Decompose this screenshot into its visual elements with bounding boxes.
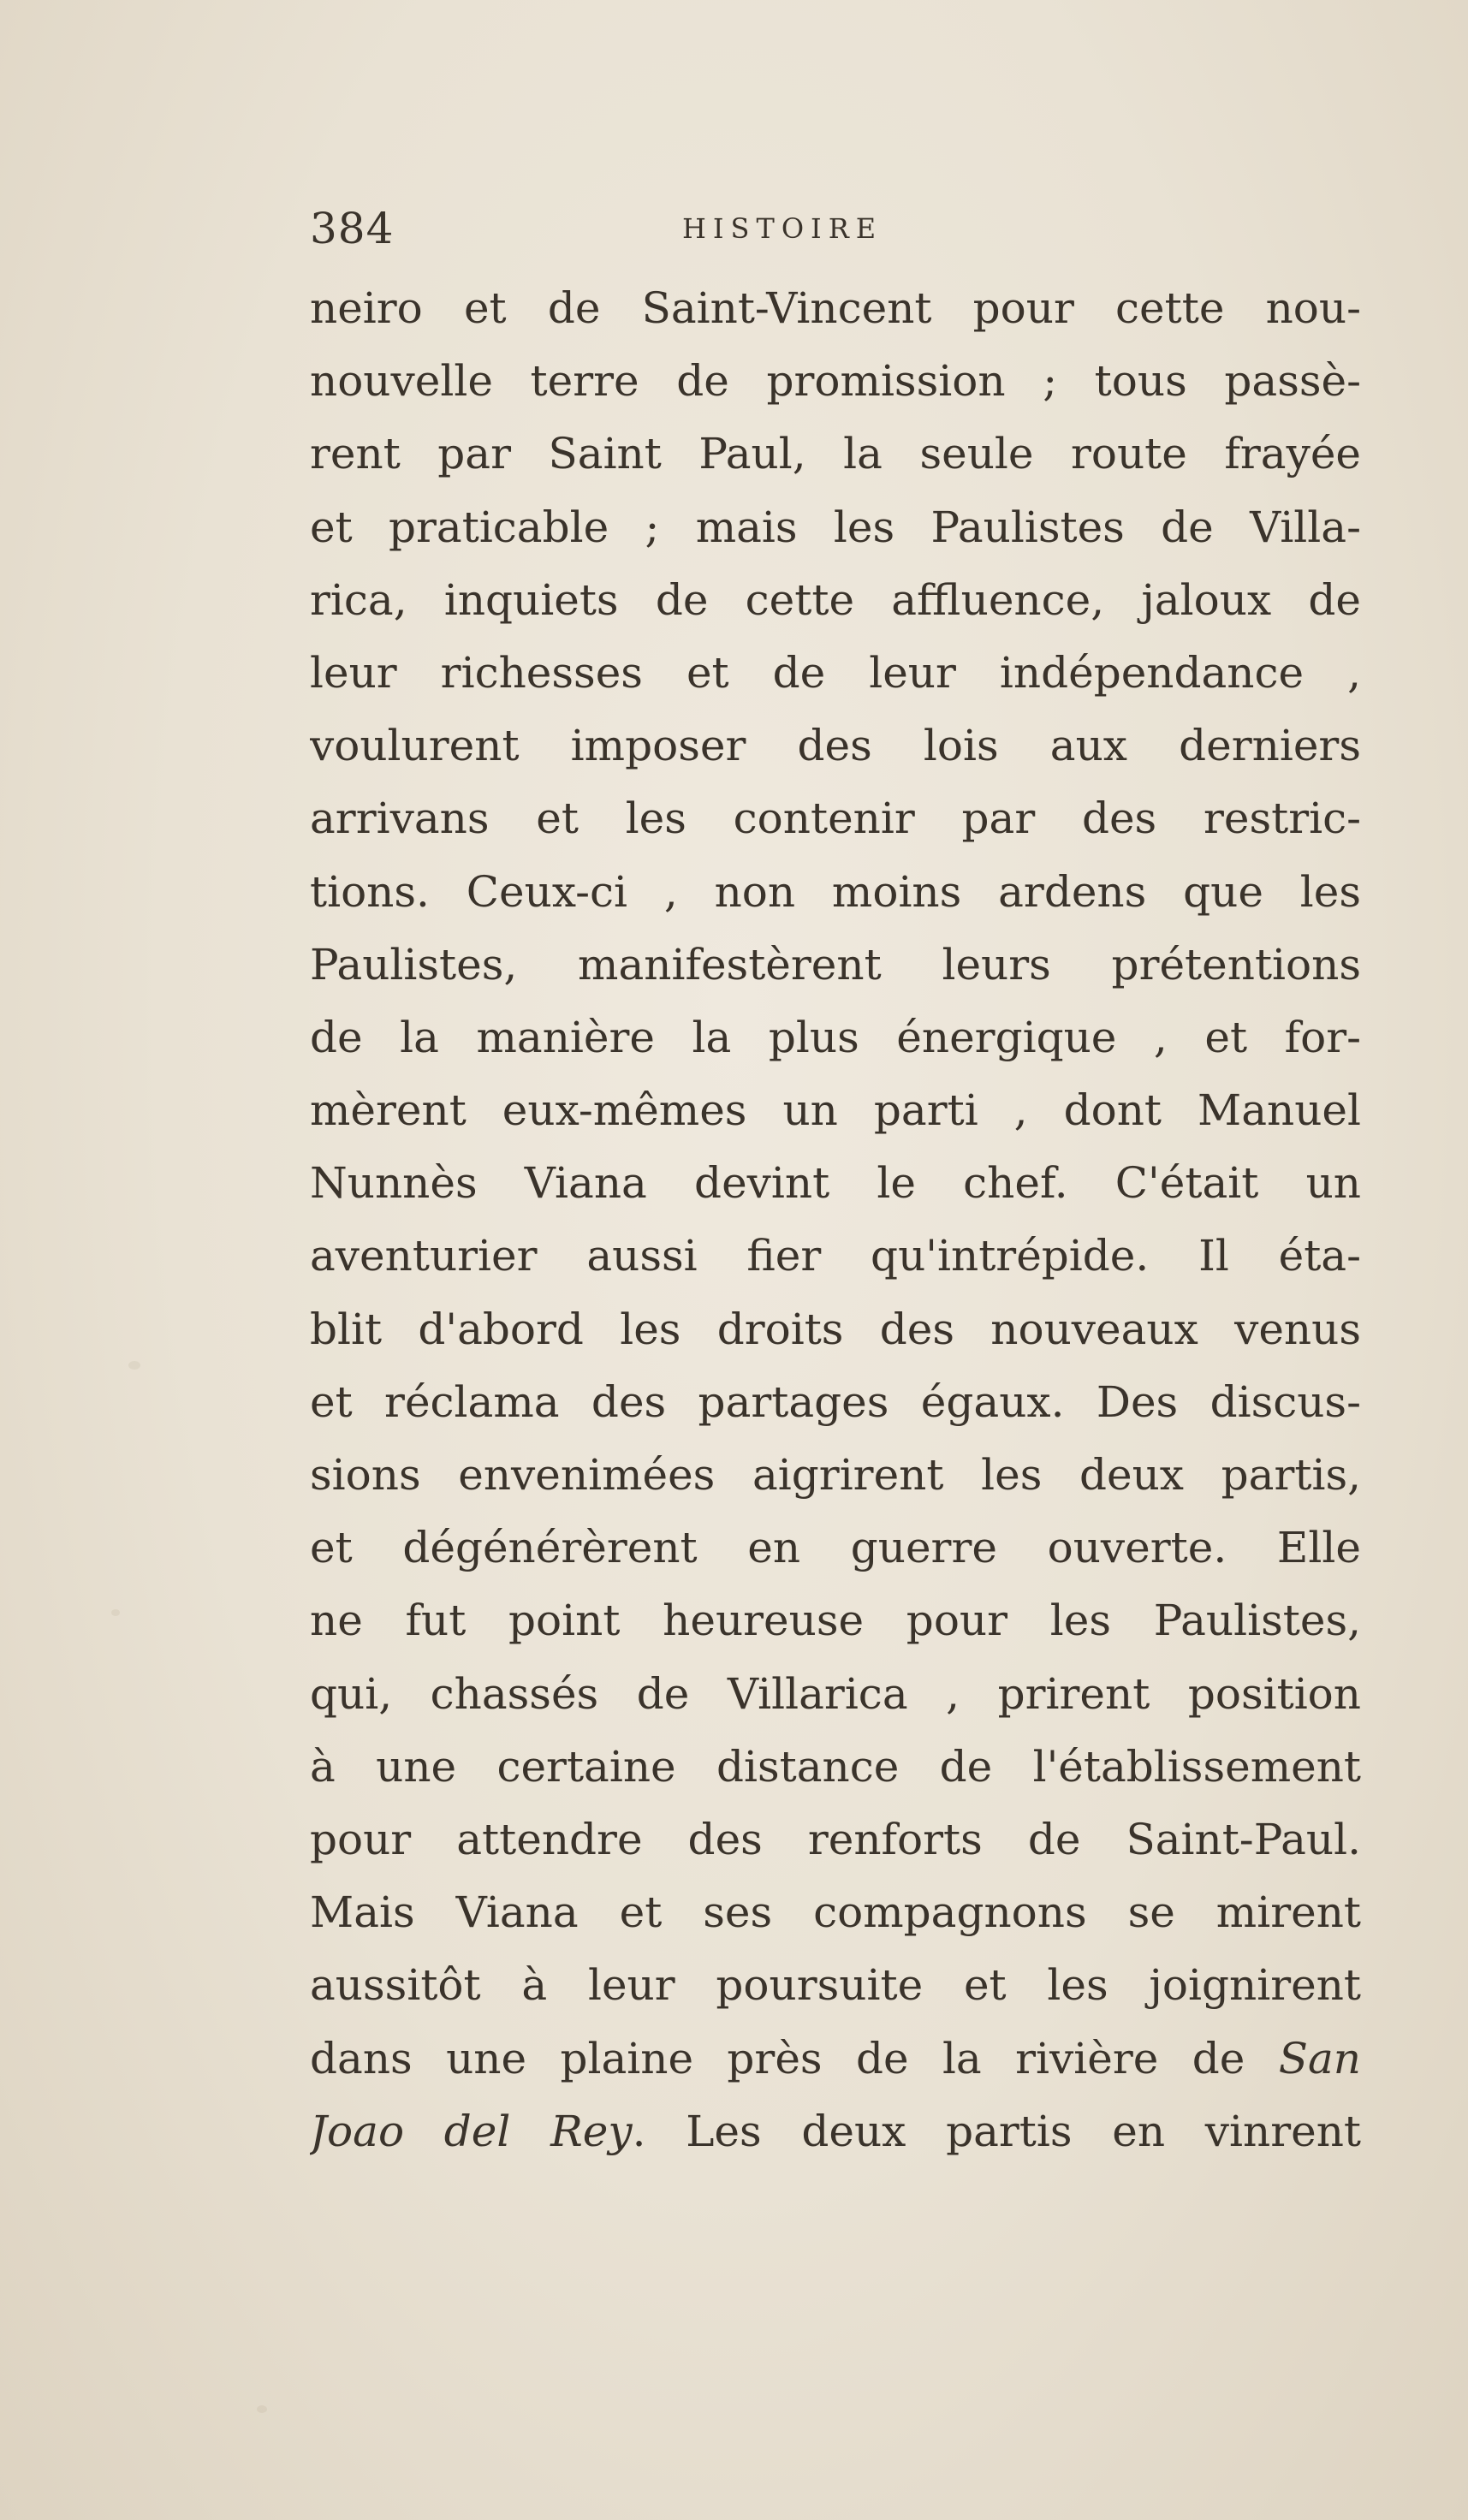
text-line: et réclama des partages égaux. Des discus- <box>310 1376 1361 1427</box>
text-line: mèrent eux-mêmes un parti , dont Manuel <box>310 1085 1361 1136</box>
body-text <box>310 272 1361 2168</box>
text-line: blit d'abord les droits des nouveaux venus <box>310 1304 1361 1354</box>
paper-stain <box>257 2405 267 2413</box>
text-line: sions envenimées aigrirent les deux partis, <box>310 1450 1361 1500</box>
text-line: aventurier aussi fier qu'intrépide. Il éta- <box>310 1231 1361 1281</box>
text-line: Mais Viana et ses compagnons se mirent <box>310 1887 1361 1938</box>
text-line-part: dans une plaine près de la rivière de <box>310 2033 1245 2083</box>
text-line: et praticable ; mais les Paulistes de Villa- <box>310 502 1361 552</box>
text-line: voulurent imposer des lois aux derniers <box>310 721 1361 771</box>
text-line: qui, chassés de Villarica , prirent position <box>310 1668 1361 1719</box>
paper-stain <box>128 1361 140 1370</box>
paper-stain <box>111 1609 120 1616</box>
text-line: nouvelle terre de promission ; tous passè- <box>310 356 1361 407</box>
page-number: 384 <box>310 204 395 253</box>
text-line: neiro et de Saint-Vincent pour cette nou- <box>310 283 1361 333</box>
text-line-with-italic <box>310 2095 1361 2168</box>
running-head: HISTOIRE <box>682 212 883 245</box>
text-line: rent par Saint Paul, la seule route frayée <box>310 429 1361 479</box>
page-header <box>310 199 1363 259</box>
text-line: aussitôt à leur poursuite et les joignirent <box>310 1960 1361 2011</box>
text-line: rica, inquiets de cette affluence, jaloux de <box>310 574 1361 625</box>
text-line: de la manière la plus énergique , et for- <box>310 1012 1361 1062</box>
text-line-with-italic <box>310 2023 1361 2095</box>
text-line: Nunnès Viana devint le chef. C'était un <box>310 1158 1361 1209</box>
text-line: Paulistes, manifestèrent leurs prétentions <box>310 939 1361 990</box>
text-line: pour attendre des renforts de Saint-Paul. <box>310 1814 1361 1864</box>
italic-place-name: Joao del Rey <box>310 2106 633 2156</box>
italic-place-name: San <box>1278 2033 1361 2083</box>
text-line: à une certaine distance de l'établissement <box>310 1741 1361 1792</box>
text-line: leur richesses et de leur indépendance , <box>310 647 1361 698</box>
text-line: arrivans et les contenir par des restric- <box>310 793 1361 844</box>
text-line: ne fut point heureuse pour les Paulistes, <box>310 1596 1361 1646</box>
text-line: tions. Ceux-ci , non moins ardens que les <box>310 866 1361 917</box>
text-line-part: . Les deux partis en vinrent <box>632 2106 1361 2156</box>
text-line: et dégénérèrent en guerre ouverte. Elle <box>310 1523 1361 1573</box>
